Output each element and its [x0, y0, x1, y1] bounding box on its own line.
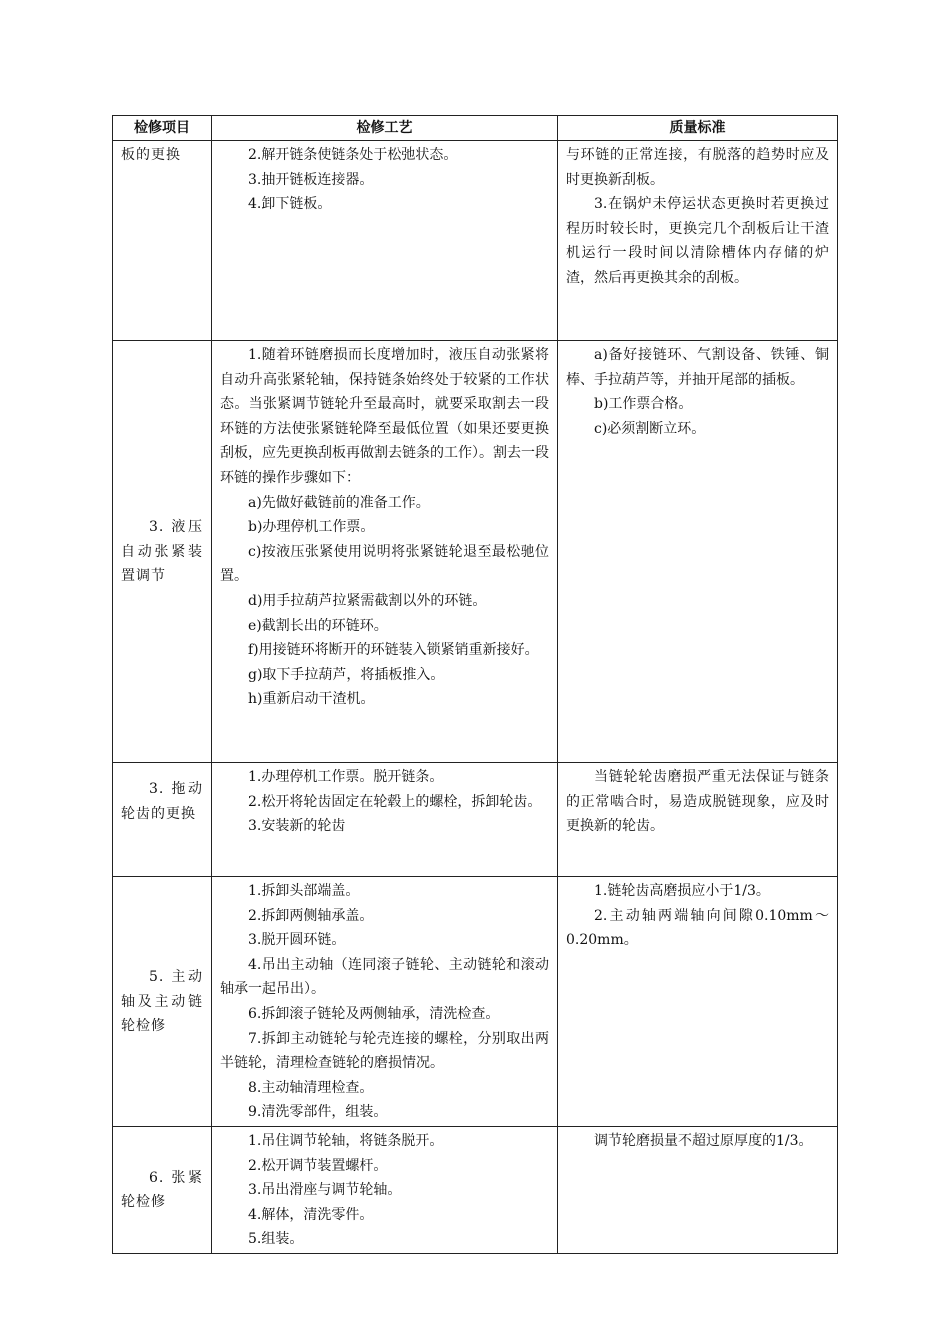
table-row [113, 1126, 838, 1253]
table-row [113, 341, 838, 763]
standard-cell [558, 341, 838, 763]
standard-line: 当链轮轮齿磨损严重无法保证与链条的正常啮合时，易造成脱链现象，应及时更换新的轮齿。 [566, 769, 829, 835]
process-line: 1.随着环链磨损而长度增加时，液压自动张紧将自动升高张紧轮轴，保持链条始终处于较紧的工作状态。当张紧调节链轮升至最高时，就要采取割去一段环链的方法使张紧链轮降至最低位置（如果还要更换刮板，应先更换刮板再做割去链条的工作）。割去一段环链的操作步骤如下： [220, 347, 549, 486]
process-cell [212, 341, 558, 763]
item-cell [113, 763, 212, 877]
item-label: 5. 主动轴及主动链轮检修 [121, 969, 203, 1035]
process-line: 1.拆卸头部端盖。 [248, 883, 360, 899]
process-line: 3.安装新的轮齿 [248, 818, 346, 835]
process-line: 4.吊出主动轴（连同滚子链轮、主动链轮和滚动轴承一起吊出）。 [220, 956, 549, 998]
process-line: 5.组装。 [248, 1231, 304, 1248]
process-line: 2.解开链条使链条处于松弛状态。 [248, 147, 458, 163]
process-line: g)取下手拉葫芦，将插板推入。 [248, 666, 445, 683]
process-line: f)用接链环将断开的环链装入锁紧销重新接好。 [248, 642, 539, 659]
process-line: 7.拆卸主动链轮与轮壳连接的螺栓，分别取出两半链轮，清理检查链轮的磨损情况。 [220, 1030, 549, 1072]
process-cell [212, 141, 558, 341]
header-row [113, 116, 838, 141]
standard-cell [558, 763, 838, 877]
item-label: 6. 张紧轮检修 [121, 1169, 203, 1211]
process-line: 3.抽开链板连接器。 [248, 171, 374, 188]
standard-line: 1.链轮齿高磨损应小于1/3。 [594, 883, 770, 899]
process-line: 2.松开将轮齿固定在轮毂上的螺栓，拆卸轮齿。 [248, 793, 542, 810]
standard-line: b)工作票合格。 [594, 396, 693, 413]
header-process: 检修工艺 [212, 116, 558, 141]
table-row [113, 763, 838, 877]
process-line: b)办理停机工作票。 [248, 519, 375, 536]
maintenance-table [112, 115, 838, 1254]
item-cell [113, 877, 212, 1127]
process-line: e)截割长出的环链环。 [248, 617, 388, 634]
process-line: 1.办理停机工作票。脱开链条。 [248, 769, 444, 785]
process-line: 4.卸下链板。 [248, 196, 332, 213]
process-line: 1.吊住调节轮轴，将链条脱开。 [248, 1132, 444, 1149]
standard-line: 调节轮磨损量不超过原厚度的1/3。 [594, 1132, 813, 1149]
process-line: a)先做好截链前的准备工作。 [248, 494, 430, 511]
process-line: 6.拆卸滚子链轮及两侧轴承，清洗检查。 [248, 1005, 500, 1022]
standard-cell [558, 1126, 838, 1253]
process-line: c)按液压张紧使用说明将张紧链轮退至最松驰位置。 [220, 543, 549, 585]
standard-line: c)必须割断立环。 [594, 420, 706, 437]
process-line: 3.吊出滑座与调节轮轴。 [248, 1182, 402, 1199]
standard-line: a)备好接链环、气割设备、铁锤、铜棒、手拉葫芦等，并抽开尾部的插板。 [566, 347, 829, 388]
item-cell [113, 1126, 212, 1253]
standard-line: 与环链的正常连接，有脱落的趋势时应及时更换新刮板。 [566, 147, 829, 188]
standard-line: 3.在锅炉未停运状态更换时若更换过程历时较长时，更换完几个刮板后让干渣机运行一段时间以清除槽体内存储的炉渣，然后再更换其余的刮板。 [566, 196, 829, 286]
item-cell: 板的更换 [113, 141, 212, 341]
process-line: 9.清洗零部件，组装。 [248, 1104, 388, 1121]
process-cell [212, 1126, 558, 1253]
standard-cell [558, 877, 838, 1127]
item-label: 3. 拖动轮齿的更换 [121, 781, 203, 822]
standard-line: 2.主动轴两端轴向间隙0.10mm～0.20mm。 [566, 907, 829, 949]
table-row [113, 141, 838, 341]
process-line: 3.脱开圆环链。 [248, 932, 346, 949]
item-cell [113, 341, 212, 763]
header-item: 检修项目 [113, 116, 212, 141]
process-line: 2.拆卸两侧轴承盖。 [248, 907, 374, 924]
process-line: 2.松开调节装置螺杆。 [248, 1157, 388, 1174]
process-line: 4.解体，清洗零件。 [248, 1206, 374, 1223]
process-cell [212, 763, 558, 877]
header-standard: 质量标准 [558, 116, 838, 141]
item-label: 3. 液压自动张紧装置调节 [121, 519, 203, 585]
process-line: d)用手拉葫芦拉紧需截割以外的环链。 [248, 592, 487, 609]
table-row [113, 877, 838, 1127]
process-cell [212, 877, 558, 1127]
process-line: h)重新启动干渣机。 [248, 691, 375, 708]
process-line: 8.主动轴清理检查。 [248, 1079, 374, 1096]
standard-cell [558, 141, 838, 341]
